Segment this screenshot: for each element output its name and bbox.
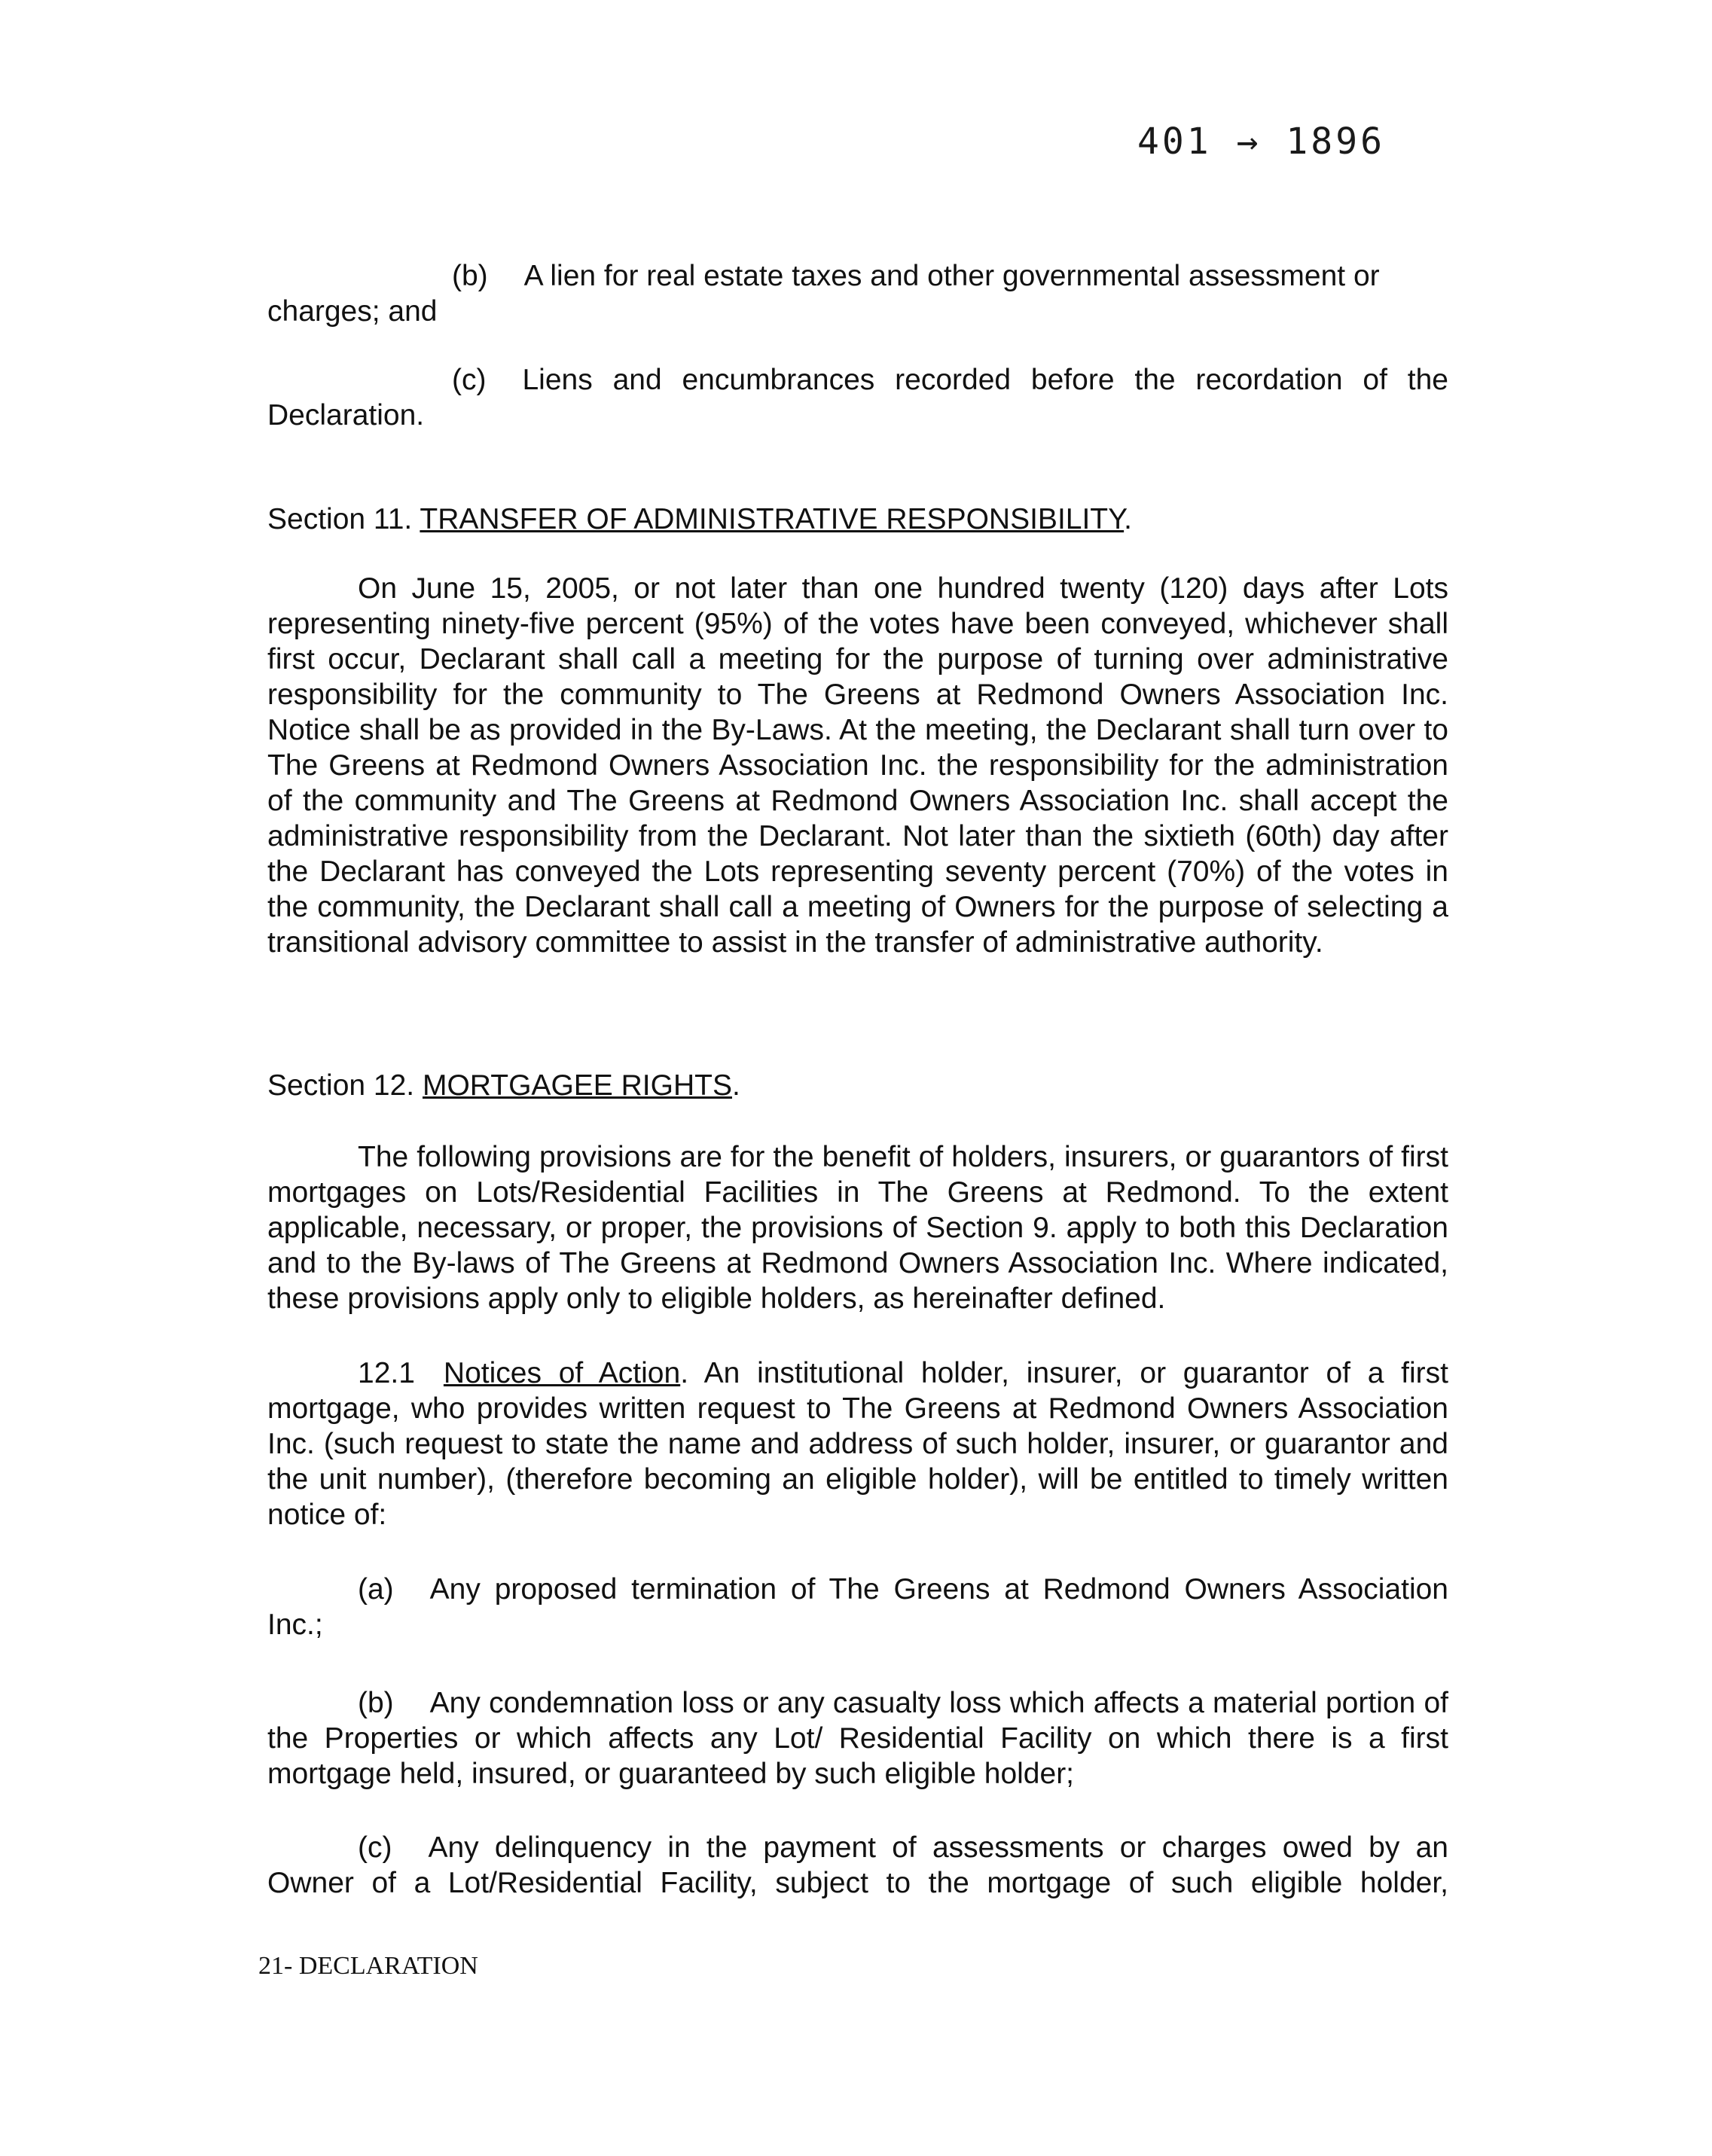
notice-item-c — [267, 1830, 1448, 1901]
lien-item-b-label: (b) — [452, 260, 488, 292]
notice-item-b — [267, 1685, 1448, 1792]
section-11-paragraph: On June 15, 2005, or not later than one hundred twenty (120) days after Lots representing ninety-five percent (95%) of the votes have been conveyed, whichever shall first occur, Declarant shall call a meeting for the purpose of turning over administrative responsibility for the community to The Greens at Redmond Owners Association Inc. Notice shall be as provided in the By-Laws. At the meeting, the Declarant shall turn over to The Greens at Redmond Owners Association Inc. the responsibility for the administration of the community and The Greens at Redmond Owners Association Inc. shall accept the administrative responsibility from the Declarant. Not later than the sixtieth (60th) day after the Declarant has conveyed the Lots representing seventy percent (70%) of the votes in the community, the Declarant shall call a meeting of Owners for the purpose of selecting a transitional advisory committee to assist in the transfer of administrative authority. — [267, 572, 1448, 959]
section-11-title-end: . — [1124, 503, 1132, 535]
lien-item-c-line1 — [267, 362, 1448, 398]
subsection-12-1 — [267, 1356, 1448, 1532]
section-11-title: TRANSFER OF ADMINISTRATIVE RESPONSIBILITY — [420, 503, 1125, 535]
lien-item-c-label: (c) — [452, 364, 487, 396]
notice-item-c-text: Any delinquency in the payment of assessments or charges owed by an Owner of a Lot/Residential Facility, subject to the mortgage of such eligible holder, — [267, 1831, 1448, 1899]
notice-item-b-text: Any condemnation loss or any casualty loss which affects a material portion of the Properties or which affects any Lot/ Residential Facility on which there is a first mortgage held, insured, or guaranteed by such eligible holder; — [267, 1687, 1448, 1790]
footer-label: 21- DECLARATION — [258, 1952, 478, 1980]
lien-item-c-line2: Declaration. — [267, 399, 425, 432]
subsection-12-1-title: Notices of Action — [443, 1357, 681, 1389]
notice-item-c-label: (c) — [358, 1831, 392, 1864]
lien-item-b-line1 — [267, 258, 1448, 294]
section-12-intro-paragraph: The following provisions are for the benefit of holders, insurers, or guarantors of first mortgages on Lots/Residential Facilities in The Greens at Redmond. To the extent applicable, necessary, or proper, the provisions of Section 9. apply to both this Declaration and to the By-laws of The Greens at Redmond Owners Association Inc. Where indicated, these provisions apply only to eligible holders, as hereinafter defined. — [267, 1141, 1448, 1315]
section-12-heading — [267, 1068, 1448, 1103]
notice-item-a — [267, 1572, 1448, 1642]
section-12-prefix: Section 12. — [267, 1069, 415, 1102]
section-11-prefix: Section 11. — [267, 503, 413, 535]
lien-item-b-line2: charges; and — [267, 295, 438, 328]
notice-item-a-label: (a) — [358, 1573, 394, 1606]
lien-item-c-text: Liens and encumbrances recorded before the recordation of the — [522, 364, 1448, 396]
lien-item-b — [267, 258, 1448, 329]
lien-item-b-text: A lien for real estate taxes and other governmental assessment or — [523, 260, 1380, 292]
page-number: 401 → 1896 — [1137, 120, 1385, 163]
notice-item-c-paragraph — [267, 1830, 1448, 1901]
section-12-intro — [267, 1139, 1448, 1316]
section-12-title: MORTGAGEE RIGHTS — [422, 1069, 732, 1102]
notice-item-a-paragraph — [267, 1572, 1448, 1642]
subsection-12-1-paragraph — [267, 1356, 1448, 1532]
section-11-heading — [267, 502, 1448, 537]
notice-item-b-label: (b) — [358, 1687, 394, 1719]
notice-item-a-text: Any proposed termination of The Greens at Redmond Owners Association Inc.; — [267, 1573, 1448, 1641]
subsection-12-1-body: . An institutional holder, insurer, or guarantor of a first mortgage, who provides written request to The Greens at Redmond Owners Association Inc. (such request to state the name and address of such holder, insurer, or guarantor and the unit number), (therefore becoming an eligible holder), will be entitled to timely written notice of: — [267, 1357, 1448, 1531]
notice-item-b-paragraph — [267, 1685, 1448, 1792]
subsection-12-1-number: 12.1 — [358, 1357, 415, 1389]
section-11-body — [267, 571, 1448, 960]
lien-item-c — [267, 362, 1448, 433]
section-12-title-end: . — [731, 1069, 740, 1102]
